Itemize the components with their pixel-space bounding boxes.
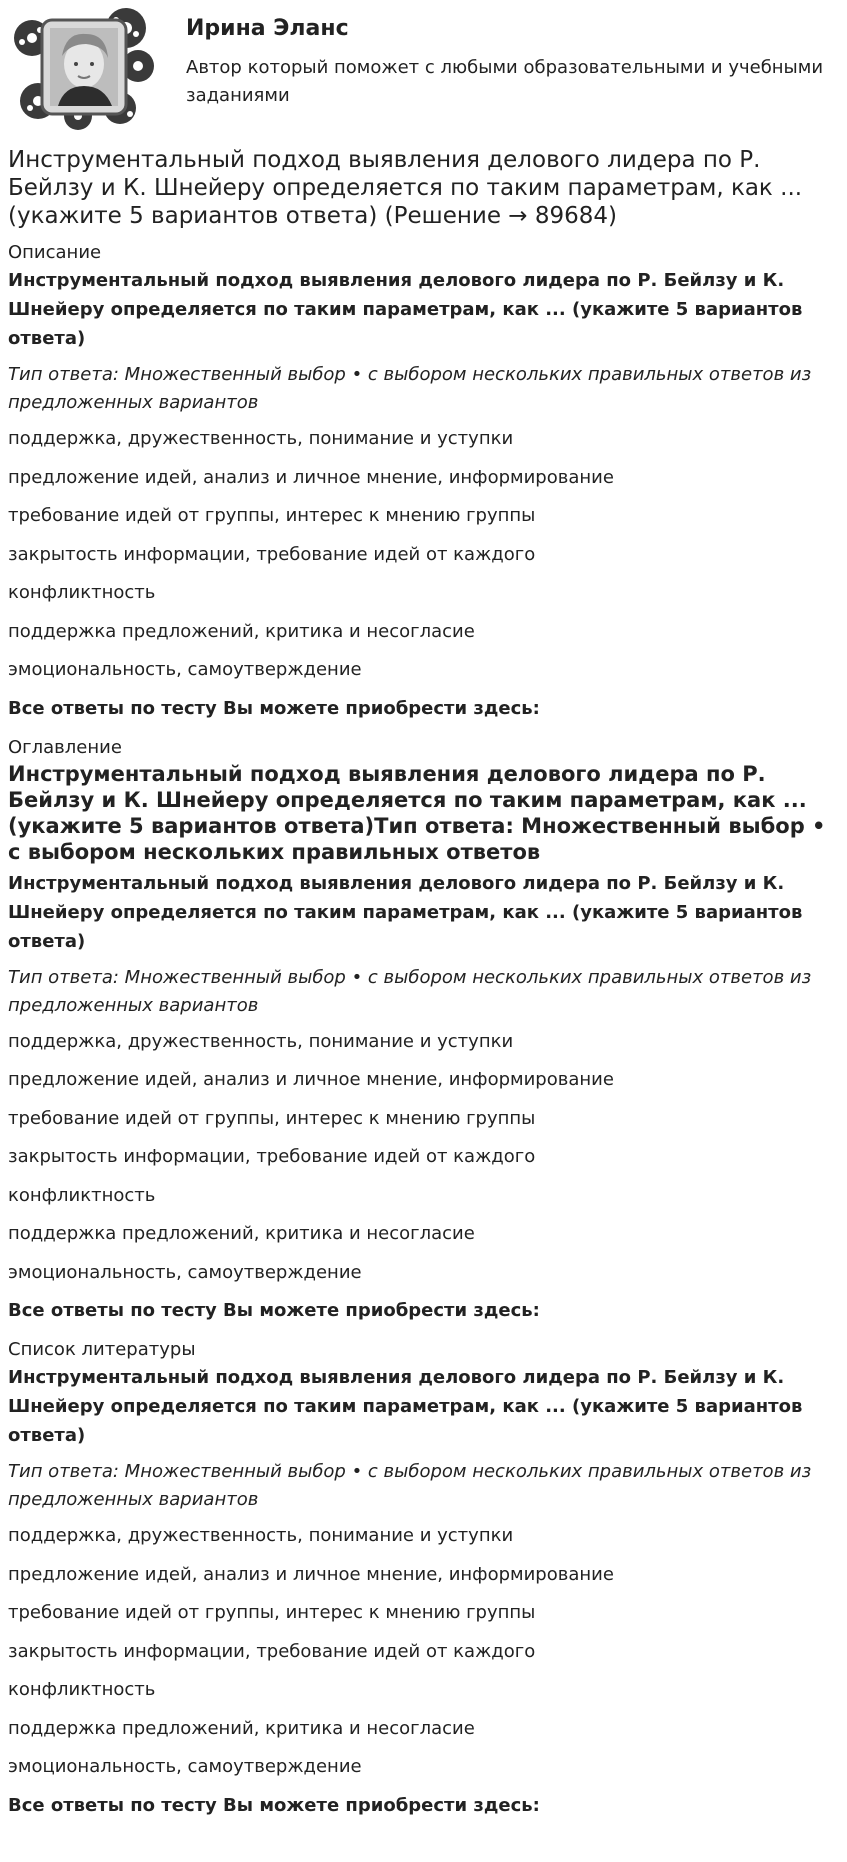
answer-type: Тип ответа: Множественный выбор • с выбором нескольких правильных ответов из предложенных вариантов bbox=[8, 1461, 812, 1510]
answer-option: требование идей от группы, интерес к мнению группы bbox=[8, 1107, 536, 1129]
answer-option: поддержка предложений, критика и несогласие bbox=[8, 1717, 475, 1739]
main-content bbox=[8, 146, 838, 1832]
buy-answers-text: Все ответы по тесту Вы можете приобрести здесь: bbox=[8, 1300, 540, 1321]
answer-option: эмоциональность, самоутверждение bbox=[8, 659, 362, 680]
answer-option: требование идей от группы, интерес к мнению группы bbox=[8, 505, 536, 526]
answer-option: поддержка, дружественность, понимание и уступки bbox=[8, 428, 514, 449]
answer-option: конфликтность bbox=[8, 582, 156, 603]
answer-option: эмоциональность, самоутверждение bbox=[8, 1756, 362, 1777]
author-description: Автор который поможет с любыми образовательными и учебными заданиями bbox=[186, 57, 824, 106]
answer-option: конфликтность bbox=[8, 1184, 156, 1206]
answer-option: предложение идей, анализ и личное мнение, информирование bbox=[8, 1563, 614, 1585]
section-label: Список литературы bbox=[8, 1339, 196, 1360]
answer-option: поддержка предложений, критика и несогласие bbox=[8, 1223, 475, 1244]
question-text: Инструментальный подход выявления делового лидера по Р. Бейлзу и К. Шнейеру определяется по таким параметрам, как ... (укажите 5 вариантов ответа) bbox=[8, 1367, 803, 1446]
answer-option: поддержка, дружественность, понимание и уступки bbox=[8, 1525, 514, 1546]
author-avatar bbox=[8, 6, 158, 131]
author-name: Ирина Эланс bbox=[186, 16, 349, 41]
answer-type: Тип ответа: Множественный выбор • с выбором нескольких правильных ответов из предложенных вариантов bbox=[8, 966, 812, 1016]
answer-option: эмоциональность, самоутверждение bbox=[8, 1261, 362, 1283]
author-card bbox=[8, 6, 838, 134]
answer-option: закрытость информации, требование идей от каждого bbox=[8, 1146, 536, 1167]
answer-option: поддержка, дружественность, понимание и уступки bbox=[8, 1030, 514, 1052]
answer-type: Тип ответа: Множественный выбор • с выбором нескольких правильных ответов из предложенных вариантов bbox=[8, 364, 812, 413]
section-description bbox=[8, 240, 838, 723]
page-title: Инструментальный подход выявления делового лидера по Р. Бейлзу и К. Шнейеру определяется по таким параметрам, как ... (укажите 5 вариантов ответа) (Решение → 89684) bbox=[8, 147, 803, 229]
contents-heading: Инструментальный подход выявления делового лидера по Р. Бейлзу и К. Шнейеру определяется по таким параметрам, как ... (укажите 5 вариантов ответа)Тип ответа: Множественный выбор • с выбором нескольких правильных ответов bbox=[8, 761, 826, 864]
buy-answers-text: Все ответы по тесту Вы можете приобрести здесь: bbox=[8, 1794, 540, 1816]
question-text: Инструментальный подход выявления делового лидера по Р. Бейлзу и К. Шнейеру определяется по таким параметрам, как ... (укажите 5 вариантов ответа) bbox=[8, 270, 803, 349]
section-label: Оглавление bbox=[8, 736, 122, 758]
question-text: Инструментальный подход выявления делового лидера по Р. Бейлзу и К. Шнейеру определяется по таким параметрам, как ... (укажите 5 вариантов ответа) bbox=[8, 872, 803, 952]
answer-option: предложение идей, анализ и личное мнение, информирование bbox=[8, 1069, 614, 1090]
answer-option: конфликтность bbox=[8, 1679, 156, 1700]
answer-option: предложение идей, анализ и личное мнение, информирование bbox=[8, 466, 614, 488]
section-label: Описание bbox=[8, 242, 102, 263]
answer-option: требование идей от группы, интерес к мнению группы bbox=[8, 1602, 536, 1623]
answer-option: поддержка предложений, критика и несогласие bbox=[8, 620, 475, 642]
section-contents bbox=[8, 735, 838, 1326]
section-references bbox=[8, 1337, 838, 1820]
answer-option: закрытость информации, требование идей от каждого bbox=[8, 543, 536, 565]
buy-answers-text: Все ответы по тесту Вы можете приобрести здесь: bbox=[8, 697, 540, 719]
answer-option: закрытость информации, требование идей от каждого bbox=[8, 1640, 536, 1662]
